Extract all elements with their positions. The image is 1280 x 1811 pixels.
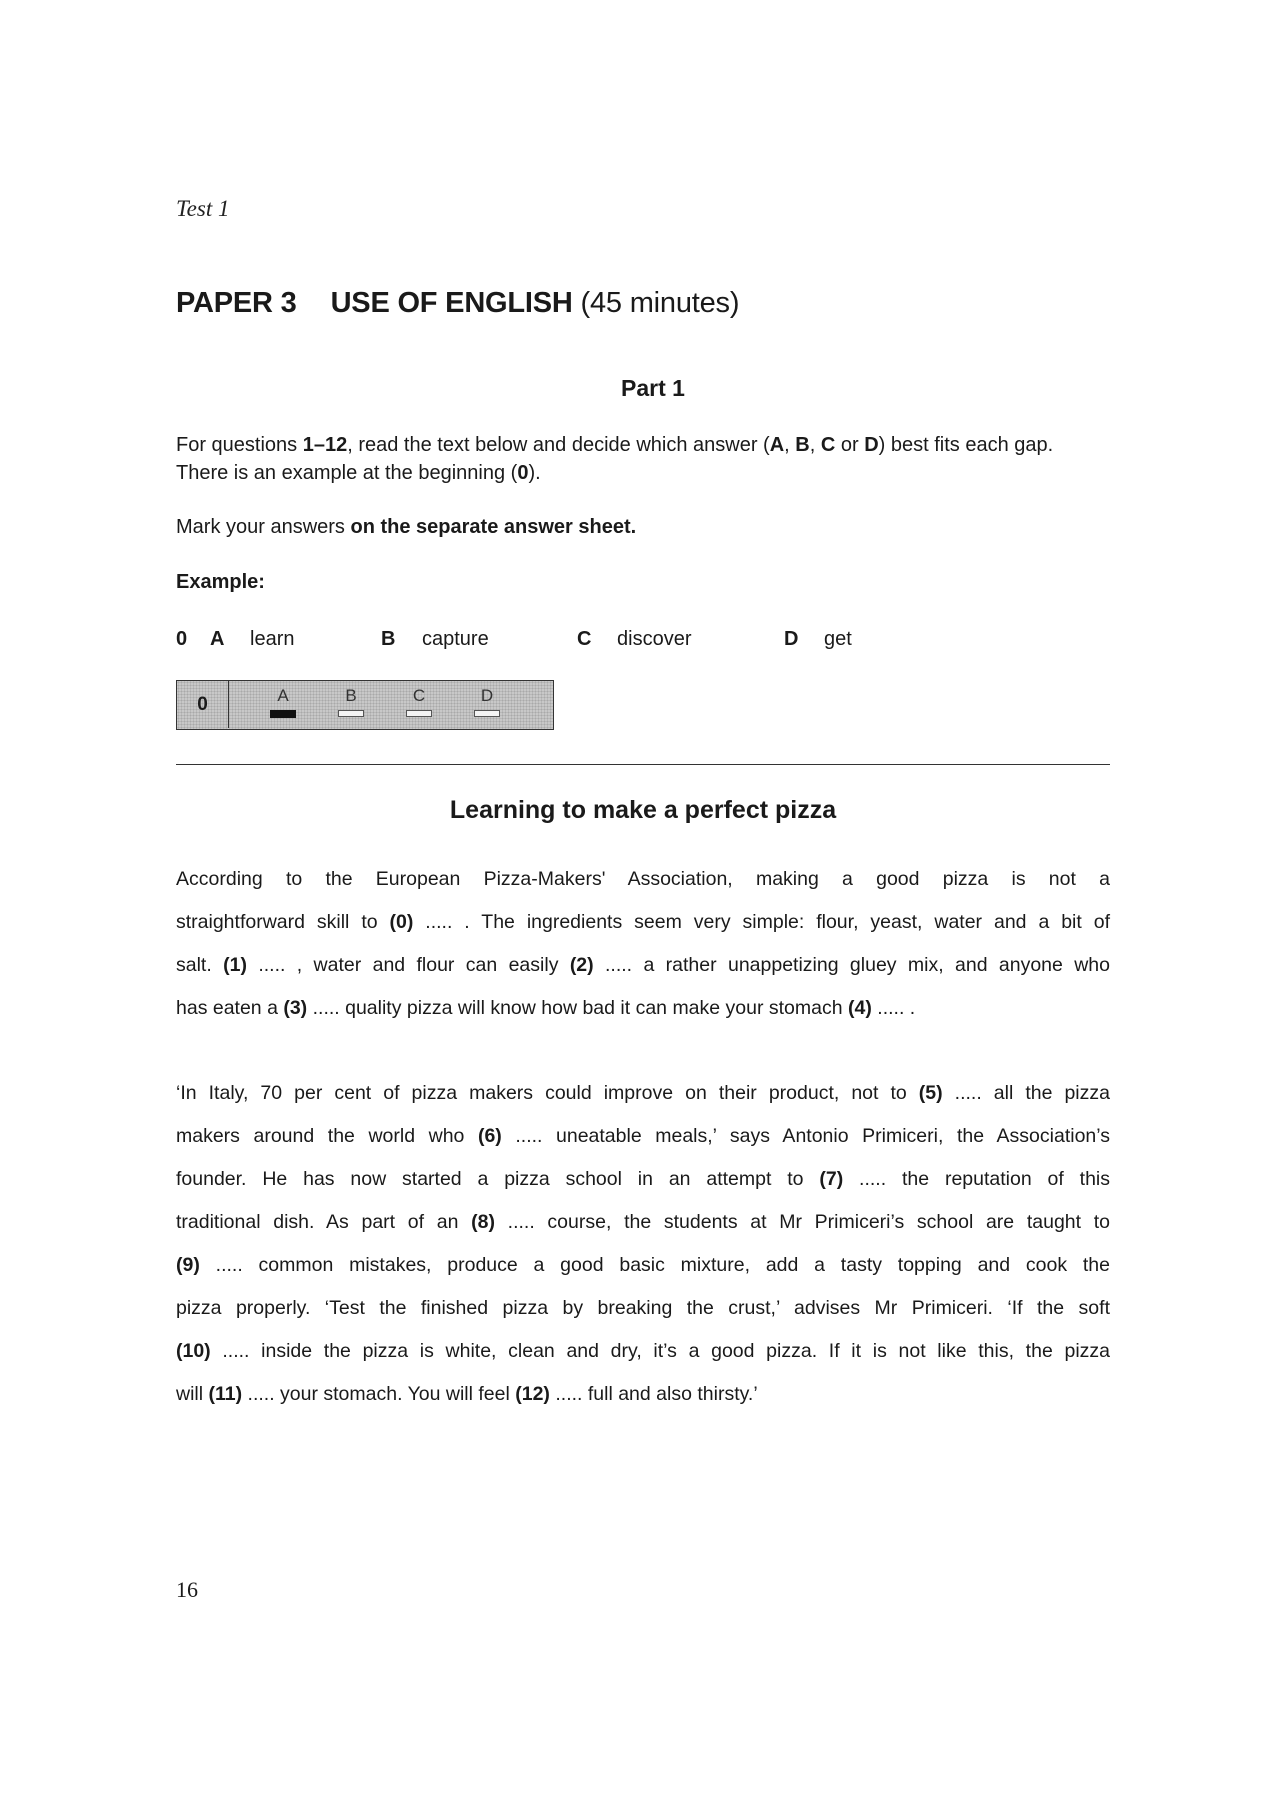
gap-number: (10) <box>176 1340 211 1362</box>
text-run: ..... course, the students at Mr Primiceri’s school are taught to <box>494 1211 1111 1233</box>
gap-number: (3) <box>283 997 308 1019</box>
instructions-text: , <box>784 434 796 456</box>
example-option-c-word: discover <box>617 628 692 650</box>
text-run: pizza properly. ‘Test the finished pizza by breaking the crust,’ advises Mr Primiceri. ‘If the soft <box>176 1297 1110 1319</box>
answer-grid-choice-b <box>337 686 365 717</box>
text-run: ..... . <box>871 997 916 1019</box>
example-answer-grid <box>176 680 554 730</box>
text-run: has eaten a <box>176 997 284 1019</box>
gap-number: (6) <box>477 1125 502 1147</box>
text-line <box>176 1115 1110 1158</box>
text-line <box>176 1330 1110 1373</box>
instructions-option-a: A <box>769 434 785 456</box>
answer-sheet-instruction <box>176 516 636 539</box>
text-line <box>176 1373 1110 1416</box>
instructions <box>176 431 1110 487</box>
text-run: will <box>176 1383 209 1405</box>
text-line <box>176 1287 1110 1330</box>
text-line <box>176 901 1110 944</box>
text-line <box>176 1072 1110 1115</box>
text-line <box>176 1158 1110 1201</box>
text-line <box>176 1244 1110 1287</box>
gap-number: (5) <box>918 1082 943 1104</box>
part-heading: Part 1 <box>621 375 685 401</box>
instructions-question-range: 1–12 <box>302 434 348 456</box>
example-number: 0 <box>176 628 188 650</box>
gap-number: (4) <box>848 997 872 1019</box>
gap-number: (0) <box>389 911 414 933</box>
text-line <box>176 858 1110 901</box>
example-option-b-letter: B <box>381 628 396 650</box>
example-options <box>176 628 1110 656</box>
text-run: makers around the world who <box>176 1125 478 1147</box>
text-run: ..... uneatable meals,’ says Antonio Primiceri, the Association’s <box>501 1125 1110 1147</box>
text-run: founder. He has now started a pizza school in an attempt to <box>176 1168 820 1190</box>
text-paragraph-1 <box>176 858 1110 1030</box>
answer-sheet-instruction-text: Mark your answers <box>176 516 351 538</box>
example-option-a-letter: A <box>210 628 225 650</box>
gap-number: (11) <box>208 1383 243 1405</box>
gap-number: (12) <box>515 1383 550 1405</box>
text-line <box>176 944 1110 987</box>
gap-number: (7) <box>819 1168 844 1190</box>
instructions-option-d: D <box>864 434 879 456</box>
answer-grid-choice-a <box>269 686 297 718</box>
text-run: ‘In Italy, 70 per cent of pizza makers could improve on their product, not to <box>176 1082 919 1104</box>
answer-grid-choice-c <box>405 686 433 717</box>
example-label: Example: <box>176 571 265 593</box>
answer-grid-number: 0 <box>177 681 229 728</box>
instructions-text: , read the text below and decide which answer ( <box>347 434 770 456</box>
text-run: ..... , water and flour can easily <box>246 954 570 976</box>
gap-number: (2) <box>569 954 594 976</box>
answer-sheet-instruction-bold: on the separate answer sheet. <box>350 516 637 538</box>
page-number: 16 <box>176 1577 198 1602</box>
instructions-option-c: C <box>820 434 836 456</box>
text-run: ..... full and also thirsty.’ <box>549 1383 758 1405</box>
answer-grid-choice-label: B <box>345 686 357 705</box>
text-run: ..... inside the pizza is white, clean and dry, it’s a good pizza. If it is not like this, the pizza <box>210 1340 1110 1362</box>
text-run: ..... quality pizza will know how bad it can make your stomach <box>307 997 849 1019</box>
example-option-d-word: get <box>824 628 852 650</box>
answer-lozenge-empty <box>474 710 500 717</box>
paper-number: PAPER 3 <box>176 287 297 319</box>
answer-lozenge-empty <box>338 710 364 717</box>
text-run: ..... your stomach. You will feel <box>242 1383 516 1405</box>
example-option-b-word: capture <box>422 628 489 650</box>
instructions-option-b: B <box>795 434 810 456</box>
text-run: traditional dish. As part of an <box>176 1211 472 1233</box>
answer-grid-choice-d <box>473 686 501 717</box>
answer-grid-choice-label: D <box>480 686 494 705</box>
text-run: ..... the reputation of this <box>843 1168 1111 1190</box>
text-run: ..... . The ingredients seem very simple: flour, yeast, water and a bit of <box>413 911 1110 933</box>
gap-number: (8) <box>471 1211 495 1233</box>
text-run: ..... all the pizza <box>942 1082 1110 1104</box>
text-paragraph-2 <box>176 1072 1110 1416</box>
text-run: straightforward skill to <box>176 911 390 933</box>
text-title: Learning to make a perfect pizza <box>449 796 837 824</box>
answer-lozenge-empty <box>406 710 432 717</box>
text-run: salt. <box>176 954 224 976</box>
text-run: ..... a rather unappetizing gluey mix, and anyone who <box>593 954 1111 976</box>
gap-number: (1) <box>223 954 247 976</box>
instructions-text: or <box>835 434 865 456</box>
paper-name: USE OF ENGLISH <box>330 287 573 319</box>
gap-number: (9) <box>176 1254 200 1276</box>
running-head: Test 1 <box>176 196 230 221</box>
text-line <box>176 1201 1110 1244</box>
paper-title <box>176 287 739 320</box>
answer-grid-choice-label: A <box>277 686 289 705</box>
exam-page <box>176 0 1110 1811</box>
answer-grid-choice-label: C <box>412 686 426 705</box>
text-line <box>176 987 1110 1030</box>
instructions-text: For questions <box>176 434 303 456</box>
paper-duration: (45 minutes) <box>580 287 740 319</box>
answer-lozenge-filled <box>270 710 296 718</box>
instructions-text: , <box>809 434 821 456</box>
divider-rule <box>176 764 1110 765</box>
example-option-c-letter: C <box>577 628 592 650</box>
example-option-d-letter: D <box>784 628 799 650</box>
text-run: ..... common mistakes, produce a good basic mixture, add a tasty topping and cook the <box>199 1254 1110 1276</box>
example-option-a-word: learn <box>250 628 295 650</box>
instructions-text: ). <box>528 462 541 484</box>
text-run: According to the European Pizza-Makers' Association, making a good pizza is not a <box>176 868 1110 890</box>
instructions-example-number: 0 <box>517 462 529 484</box>
instructions-text: ) best fits each gap. There is an example at the beginning ( <box>176 434 1054 484</box>
